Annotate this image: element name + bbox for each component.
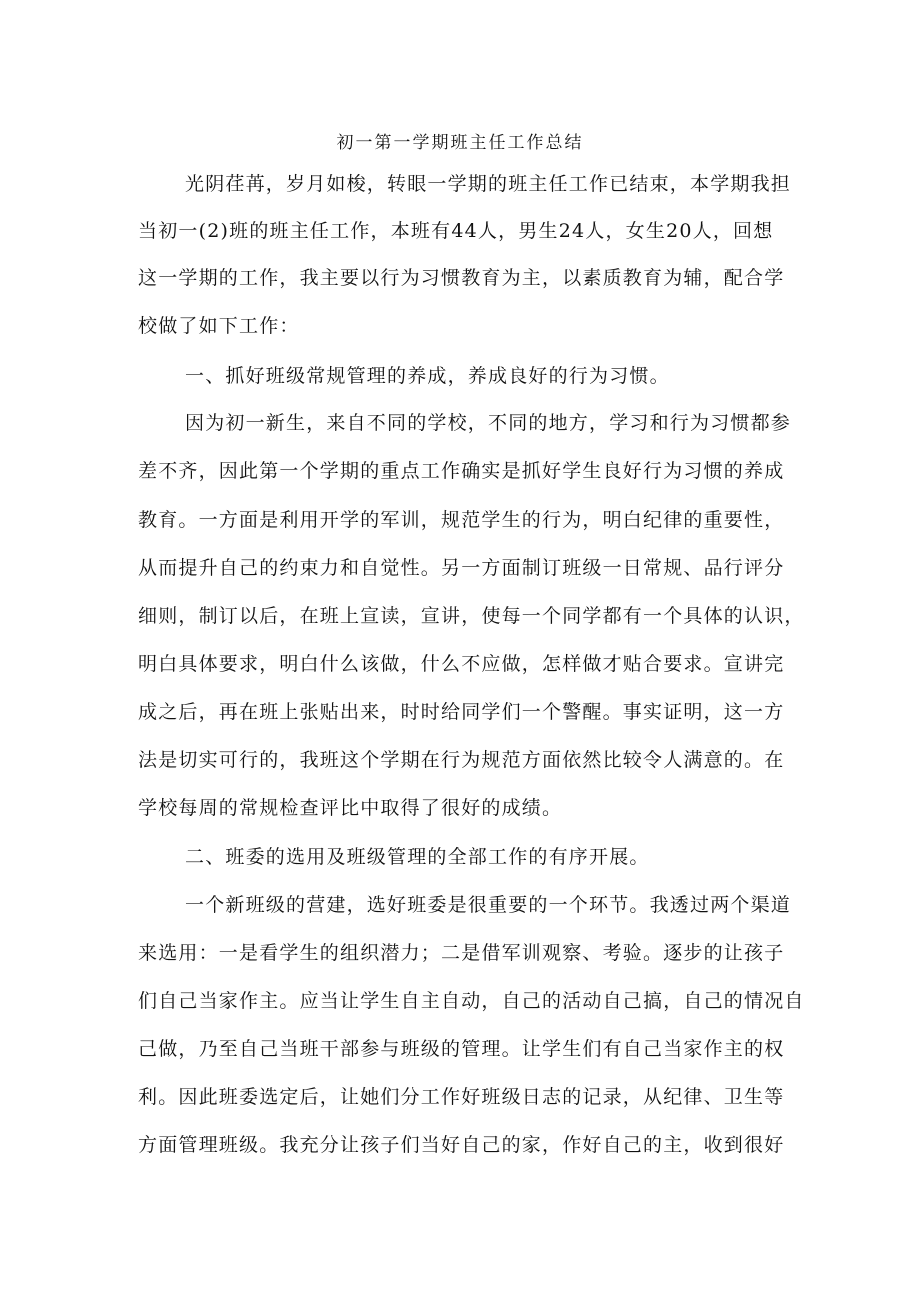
paragraph-line: 成之后，再在班上张贴出来，时时给同学们一个警醒。事实证明，这一方 [138, 701, 785, 723]
paragraph-line: 当初一(2)班的班主任工作，本班有44人，男生24人，女生20人，回想 [138, 220, 774, 242]
section-heading: 二、班委的选用及班级管理的全部工作的有序开展。 [185, 846, 650, 868]
paragraph-line: 方面管理班级。我充分让孩子们当好自己的家，作好自己的主，收到很好 [138, 1134, 785, 1156]
paragraph-line: 法是切实可行的，我班这个学期在行为规范方面依然比较令人满意的。在 [138, 749, 785, 771]
paragraph-line: 差不齐，因此第一个学期的重点工作确实是抓好学生良好行为习惯的养成 [138, 460, 785, 482]
paragraph-line: 明白具体要求，明白什么该做，什么不应做，怎样做才贴合要求。宣讲完 [138, 653, 785, 675]
paragraph-line: 从而提升自己的约束力和自觉性。另一方面制订班级一日常规、品行评分 [138, 557, 785, 579]
paragraph-line: 们自己当家作主。应当让学生自主自动，自己的活动自己搞，自己的情况自 [138, 990, 805, 1012]
paragraph-line: 光阴荏苒，岁月如梭，转眼一学期的班主任工作已结束，本学期我担 [185, 173, 792, 195]
paragraph-line: 利。因此班委选定后，让她们分工作好班级日志的记录，从纪律、卫生等 [138, 1086, 785, 1108]
paragraph-line: 校做了如下工作： [138, 315, 300, 337]
paragraph-line: 一个新班级的营建，选好班委是很重要的一个环节。我透过两个渠道 [185, 894, 792, 916]
paragraph-line: 己做，乃至自己当班干部参与班级的管理。让学生们有自己当家作主的权 [138, 1038, 785, 1060]
paragraph-line: 学校每周的常规检查评比中取得了很好的成绩。 [138, 797, 563, 819]
document-title: 初一第一学期班主任工作总结 [336, 133, 584, 153]
paragraph-line: 因为初一新生，来自不同的学校，不同的地方，学习和行为习惯都参 [185, 412, 792, 434]
section-heading: 一、抓好班级常规管理的养成，养成良好的行为习惯。 [185, 365, 670, 387]
paragraph-line: 这一学期的工作，我主要以行为习惯教育为主，以素质教育为辅，配合学 [138, 267, 785, 289]
paragraph-line: 来选用：一是看学生的组织潜力；二是借军训观察、考验。逐步的让孩子 [138, 942, 785, 964]
paragraph-line: 教育。一方面是利用开学的军训，规范学生的行为，明白纪律的重要性， [138, 509, 785, 531]
paragraph-line: 细则，制订以后，在班上宣读，宣讲，使每一个同学都有一个具体的认识， [138, 605, 805, 627]
